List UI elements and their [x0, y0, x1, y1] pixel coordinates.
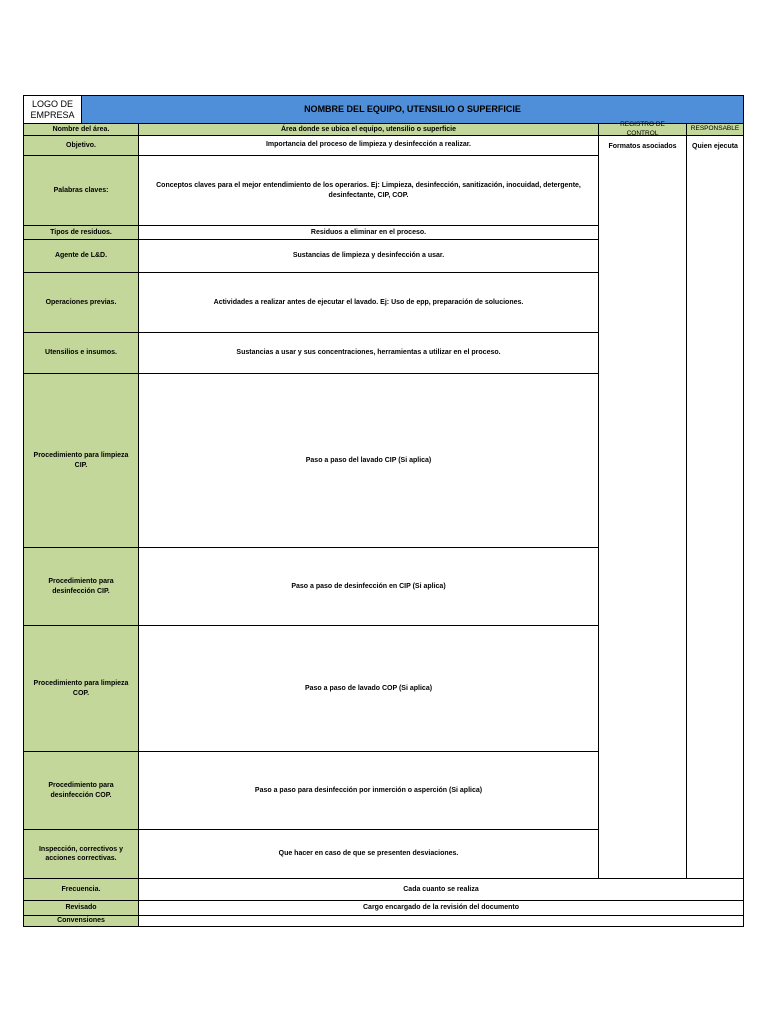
label-text: Procedimiento para limpieza CIP.	[33, 452, 129, 469]
responsable-column	[686, 135, 744, 879]
label-tipos-residuos	[23, 225, 139, 240]
label-frecuencia	[23, 878, 139, 901]
value-text: Sustancias de limpieza y desinfección a usar.	[292, 252, 445, 260]
title-text: NOMBRE DEL EQUIPO, UTENSILIO O SUPERFICIE	[304, 104, 521, 115]
value-text: Residuos a eliminar en el proceso.	[310, 228, 427, 236]
responsable-value: Quien ejecuta	[692, 143, 738, 150]
label-text: Palabras claves:	[53, 186, 109, 194]
value-text: Paso a paso de lavado COP (Si aplica)	[304, 684, 433, 692]
value-convensiones	[138, 915, 744, 927]
label-desinfeccion-cip	[23, 547, 139, 626]
value-limpieza-cip	[138, 373, 599, 548]
value-limpieza-cop	[138, 625, 599, 752]
value-text: Paso a paso para desinfección por inmerción o asperción (Si aplica)	[254, 786, 483, 794]
label-text: Procedimiento para desinfección CIP.	[48, 578, 114, 595]
value-inspeccion	[138, 829, 599, 879]
label-text: Frecuencia.	[61, 885, 101, 893]
value-utensilios-insumos	[138, 332, 599, 374]
label-text: Inspección, correctivos y acciones correctivas.	[38, 845, 124, 862]
registro-control-column	[598, 135, 687, 879]
header-text: REGISTRO DE CONTROL	[620, 120, 665, 137]
value-text: Área donde se ubica el equipo, utensilio o superficie	[280, 125, 457, 133]
label-text: Operaciones previas.	[45, 298, 117, 306]
value-text: Conceptos claves para el mejor entendimiento de los operarios. Ej: Limpieza, desinfección, sanitización, inocuidad, detergente, desinfectante, CIP, COP.	[156, 182, 581, 199]
logo-placeholder	[23, 95, 82, 124]
label-text: Utensilios e insumos.	[45, 349, 117, 357]
value-agente-ld	[138, 239, 599, 273]
label-operaciones-previas	[23, 272, 139, 333]
label-text: Objetivo.	[66, 141, 96, 149]
value-objetivo	[138, 135, 599, 156]
value-operaciones-previas	[138, 272, 599, 333]
value-tipos-residuos	[138, 225, 599, 240]
value-desinfeccion-cip	[138, 547, 599, 626]
registro-value: Formatos asociados	[608, 143, 677, 150]
value-text: Cargo encargado de la revisión del documento	[363, 904, 519, 912]
value-desinfeccion-cop	[138, 751, 599, 830]
label-limpieza-cip	[23, 373, 139, 548]
value-text: Actividades a realizar antes de ejecutar el lavado. Ej: Uso de epp, preparación de soluciones.	[213, 298, 524, 306]
label-text: Tipos de residuos.	[50, 228, 112, 236]
value-palabras-claves	[138, 155, 599, 226]
label-text: Revisado	[65, 904, 97, 912]
label-revisado	[23, 900, 139, 916]
label-objetivo	[23, 135, 139, 156]
document-title	[81, 95, 744, 124]
label-text: Convensiones	[57, 917, 105, 925]
label-limpieza-cop	[23, 625, 139, 752]
value-text: Que hacer en caso de que se presenten desviaciones.	[278, 850, 459, 858]
label-agente-ld	[23, 239, 139, 273]
value-text: Sustancias a usar y sus concentraciones, herramientas a utilizar en el proceso.	[236, 349, 501, 357]
label-text: Procedimiento para limpieza COP.	[33, 680, 129, 697]
label-utensilios-insumos	[23, 332, 139, 374]
header-text: RESPONSABLE	[690, 125, 740, 133]
value-revisado	[138, 900, 744, 916]
label-text: Nombre del área.	[52, 125, 110, 133]
value-text: Cada cuanto se realiza	[403, 885, 479, 893]
logo-text: LOGO DE EMPRESA	[30, 99, 75, 120]
label-desinfeccion-cop	[23, 751, 139, 830]
label-inspeccion	[23, 829, 139, 879]
label-convensiones	[23, 915, 139, 927]
label-palabras-claves	[23, 155, 139, 226]
label-text: Agente de L&D.	[54, 252, 108, 260]
label-text: Procedimiento para desinfección COP.	[48, 782, 114, 799]
value-text: Importancia del proceso de limpieza y desinfección a realizar.	[265, 141, 472, 148]
value-text: Paso a paso del lavado CIP (Si aplica)	[305, 456, 432, 464]
value-frecuencia	[138, 878, 744, 901]
value-text: Paso a paso de desinfección en CIP (Si aplica)	[291, 582, 446, 590]
